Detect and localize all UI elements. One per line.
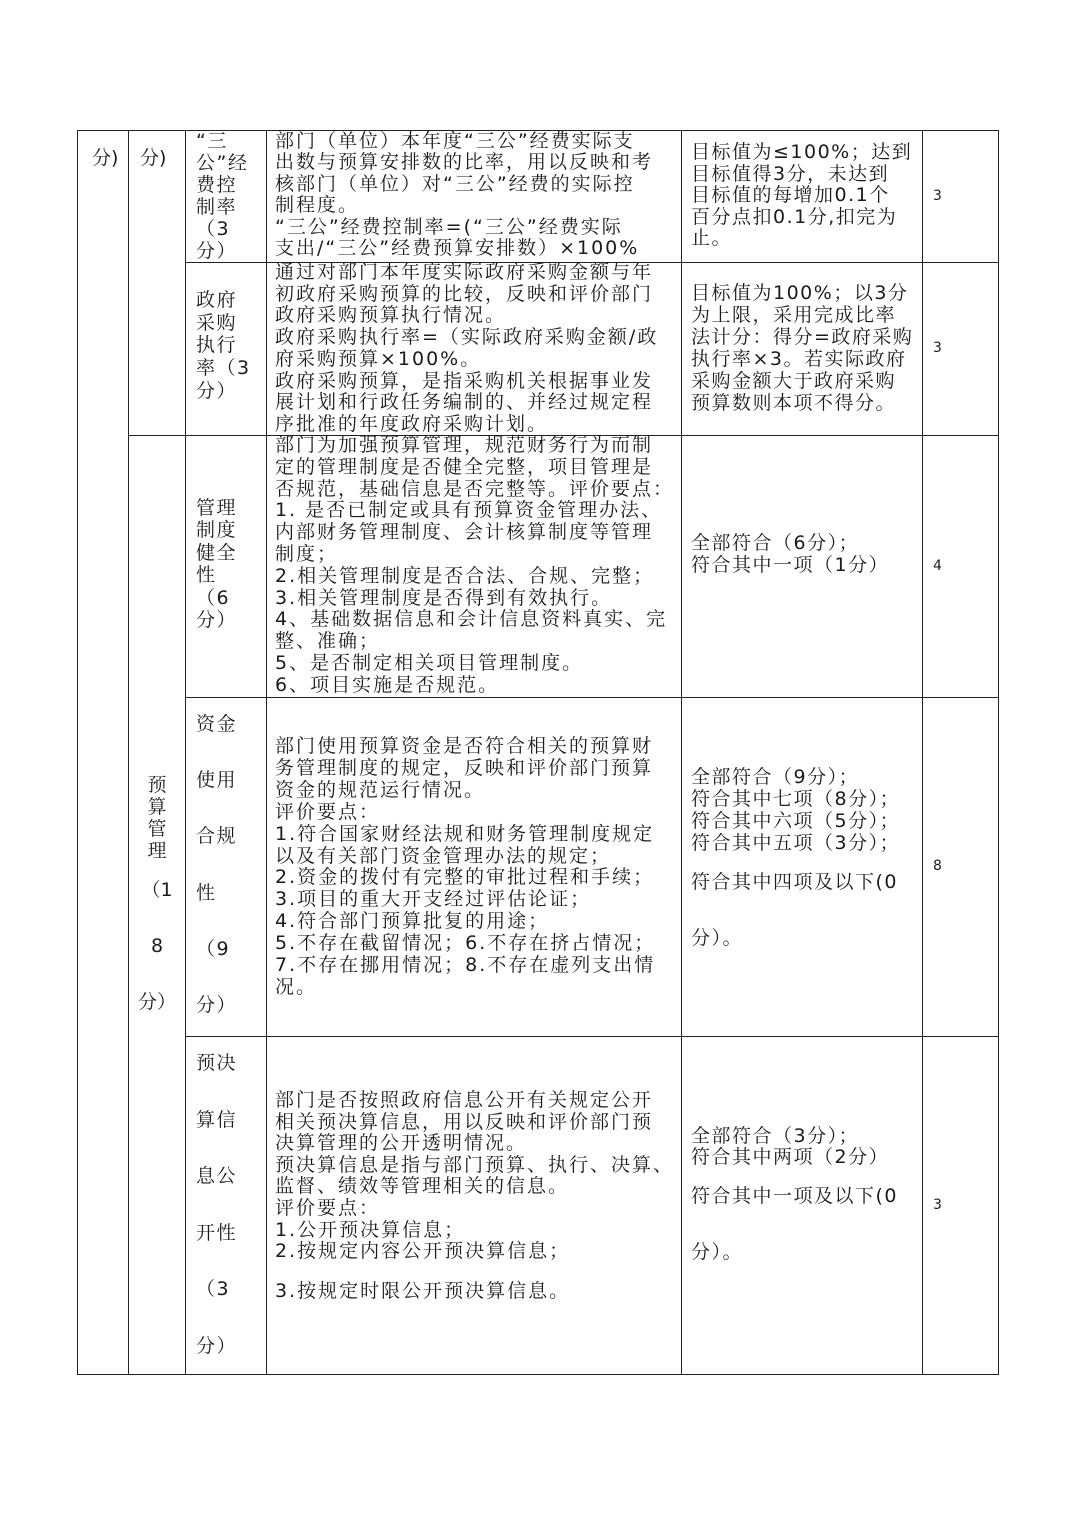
description-line: 资金的规范运行情况。 bbox=[275, 778, 486, 801]
criteria-cell bbox=[681, 435, 922, 697]
indicator-cell bbox=[185, 697, 266, 1036]
description-line: 6、项目实施是否规范。 bbox=[275, 673, 500, 696]
indicator-name-line: （3 bbox=[196, 218, 231, 240]
description-line: 部门是否按照政府信息公开有关规定公开 bbox=[275, 1089, 654, 1111]
description-cell bbox=[266, 435, 681, 697]
description-line: 3.项目的重大开支经过评估论证； bbox=[275, 888, 592, 911]
description-line: 3.相关管理制度是否得到有效执行。 bbox=[275, 586, 613, 609]
description-line: 展计划和行政任务编制的、并经过规定程 bbox=[275, 391, 654, 414]
description-cell bbox=[266, 262, 681, 435]
score-cell bbox=[922, 262, 998, 435]
criteria-line: 符合其中一项（1分） bbox=[691, 553, 890, 576]
criteria-line: 全部符合（6分）； bbox=[691, 532, 860, 554]
description-line: 务管理制度的规定，反映和评价部门预算 bbox=[275, 756, 654, 779]
indicator-name bbox=[196, 289, 251, 403]
description-line: 预决算信息是指与部门预算、执行、决算、 bbox=[275, 1153, 675, 1176]
criteria-line: 符合其中一项及以下(0 bbox=[691, 1185, 899, 1208]
scoring-criteria bbox=[691, 142, 912, 250]
indicator-name bbox=[196, 130, 248, 262]
indicator-name-line: “三 bbox=[196, 130, 228, 152]
indicator-name-line: 分） bbox=[196, 240, 238, 262]
indicator-name-line: 执行 bbox=[196, 334, 238, 357]
criteria-line: 法计分：得分=政府采购 bbox=[691, 326, 914, 348]
criteria-line: 目标值为100%；以3分 bbox=[691, 282, 909, 304]
score-cell bbox=[922, 130, 998, 262]
description-line: 以及有关部门资金管理办法的规定； bbox=[275, 844, 612, 867]
description-line: 2.按规定内容公开预决算信息； bbox=[275, 1240, 571, 1263]
criteria-line: 止。 bbox=[691, 227, 733, 249]
indicator-description bbox=[275, 736, 655, 999]
description-line: 5.不存在截留情况；6.不存在挤占情况； bbox=[275, 932, 656, 955]
description-line: 评价要点： bbox=[275, 1196, 381, 1219]
indicator-name bbox=[196, 497, 237, 631]
criteria-line: 符合其中两项（2分） bbox=[691, 1146, 890, 1169]
description-line: “三公”经费控制率=(“三公”经费实际 bbox=[275, 215, 623, 238]
description-line: 评价要点： bbox=[275, 800, 381, 823]
level1-indicator-continuation: 分) bbox=[92, 147, 119, 169]
description-line: 相关预决算信息，用以反映和评价部门预 bbox=[275, 1110, 654, 1133]
description-line: 决算管理的公开透明情况。 bbox=[275, 1132, 528, 1155]
score-cell bbox=[922, 435, 998, 697]
criteria-line: 执行率×3。若实际政府 bbox=[691, 348, 907, 370]
criteria-line: 符合其中六项（5分）； bbox=[691, 810, 901, 832]
level2-indicator-label-line: （1 bbox=[141, 879, 173, 901]
description-line: 部门使用预算资金是否符合相关的预算财 bbox=[275, 735, 654, 757]
indicator-cell bbox=[185, 435, 266, 697]
score-value: 3 bbox=[933, 340, 942, 356]
level2-indicator-label bbox=[129, 774, 185, 1030]
description-line: 政府采购执行率=（实际政府采购金额/政 bbox=[275, 326, 659, 349]
indicator-name-line: 合规 bbox=[196, 825, 238, 848]
description-line: 支出/“三公”经费预算安排数）×100% bbox=[275, 237, 640, 260]
criteria-line: 目标值的每增加0.1个 bbox=[691, 184, 890, 206]
indicator-name-line: 采购 bbox=[196, 311, 238, 334]
criteria-line: 目标值得3分，未达到 bbox=[691, 162, 890, 185]
level2-indicator-label-line: 理 bbox=[147, 840, 167, 862]
level2-indicator-label-line: 算 bbox=[147, 796, 167, 818]
level2-indicator-label-line: 管 bbox=[147, 818, 167, 840]
indicator-description bbox=[275, 262, 658, 436]
criteria-line: 符合其中七项（8分）； bbox=[691, 788, 901, 810]
indicator-name-line: 资金 bbox=[196, 713, 238, 735]
description-line: 政府采购预算执行情况。 bbox=[275, 304, 507, 327]
score-cell bbox=[922, 1036, 998, 1374]
description-line: 内部财务管理制度、会计核算制度等管理 bbox=[275, 521, 654, 544]
criteria-line: 百分点扣0.1分,扣完为 bbox=[691, 205, 898, 228]
scoring-criteria bbox=[691, 533, 889, 576]
indicator-description bbox=[275, 131, 653, 259]
criteria-cell bbox=[681, 697, 922, 1036]
level2-indicator-label-line: 分） bbox=[137, 991, 176, 1013]
level1-indicator-cell bbox=[77, 130, 128, 1374]
description-line: 定的管理制度是否健全完整，项目管理是 bbox=[275, 455, 654, 478]
description-line: 7.不存在挪用情况；8.不存在虚列支出情 bbox=[275, 954, 656, 977]
indicator-name-line: 分） bbox=[196, 379, 238, 402]
description-line: 核部门（单位）对“三公”经费的实际控 bbox=[275, 172, 635, 195]
indicator-name-line: 预决 bbox=[196, 1052, 238, 1074]
score-value: 3 bbox=[933, 188, 942, 204]
level2-indicator-cell-continued bbox=[128, 130, 185, 435]
indicator-description bbox=[275, 1090, 674, 1319]
criteria-cell bbox=[681, 130, 922, 262]
indicator-name-line: 性 bbox=[196, 881, 217, 904]
level2-indicator-label-line: 8 bbox=[150, 935, 164, 957]
description-line: 府采购预算×100%。 bbox=[275, 347, 482, 370]
indicator-name-line: 算信 bbox=[196, 1108, 238, 1131]
description-line: 4、基础数据信息和会计信息资料真实、完 bbox=[275, 608, 668, 631]
indicator-name-line: 性 bbox=[196, 564, 217, 587]
indicator-name-line: 分） bbox=[196, 994, 238, 1017]
indicator-name-line: 分） bbox=[196, 1334, 238, 1357]
indicator-cell bbox=[185, 130, 266, 262]
description-line: 部门（单位）本年度“三公”经费实际支 bbox=[275, 130, 635, 152]
description-line: 部门为加强预算管理，规范财务行为而制 bbox=[275, 434, 654, 456]
indicator-cell bbox=[185, 262, 266, 435]
criteria-line: 分）。 bbox=[691, 927, 744, 949]
level2-indicator-label-line: 预 bbox=[147, 774, 167, 796]
criteria-line: 目标值为≤100%；达到 bbox=[691, 141, 913, 163]
criteria-line: 符合其中四项及以下(0 bbox=[691, 871, 899, 893]
description-line: 2.资金的拨付有完整的审批过程和手续； bbox=[275, 866, 655, 889]
scoring-criteria bbox=[691, 766, 900, 966]
indicator-cell bbox=[185, 1036, 266, 1374]
description-line: 整、准确； bbox=[275, 630, 381, 653]
criteria-line: 采购金额大于政府采购 bbox=[691, 370, 897, 392]
criteria-cell bbox=[681, 262, 922, 435]
indicator-name-line: 管理 bbox=[196, 497, 238, 519]
description-line: 况。 bbox=[275, 975, 318, 998]
indicator-name-line: 率（3 bbox=[196, 357, 251, 380]
description-line: 5、是否制定相关项目管理制度。 bbox=[275, 651, 584, 674]
score-cell bbox=[922, 697, 998, 1036]
description-line: 监督、绩效等管理相关的信息。 bbox=[275, 1175, 570, 1198]
description-line: 4.符合部门预算批复的用途； bbox=[275, 910, 550, 933]
level2-indicator-continuation: 分) bbox=[140, 147, 167, 169]
criteria-cell bbox=[681, 1036, 922, 1374]
description-line: 1.公开预决算信息； bbox=[275, 1218, 466, 1241]
indicator-name-line: 费控 bbox=[196, 174, 238, 196]
description-line: 1.符合国家财经法规和财务管理制度规定 bbox=[275, 822, 655, 845]
scoring-criteria bbox=[691, 1126, 898, 1280]
description-line: 制度； bbox=[275, 542, 339, 565]
criteria-line: 为上限，采用完成比率 bbox=[691, 304, 897, 326]
description-cell bbox=[266, 1036, 681, 1374]
criteria-line: 符合其中五项（3分）； bbox=[691, 832, 901, 854]
indicator-name-line: 制率 bbox=[196, 196, 238, 218]
description-cell bbox=[266, 697, 681, 1036]
criteria-line: 分）。 bbox=[691, 1241, 744, 1264]
indicator-name bbox=[196, 696, 237, 1033]
indicator-name-line: 分） bbox=[196, 609, 238, 632]
description-line: 1. 是否已制定或具有预算资金管理办法、 bbox=[275, 499, 663, 522]
description-line: 否规范，基础信息是否完整等。评价要点： bbox=[275, 477, 675, 500]
indicator-name-line: （3 bbox=[196, 1278, 231, 1300]
description-cell bbox=[266, 130, 681, 262]
score-value: 4 bbox=[933, 558, 942, 574]
indicator-name-line: 使用 bbox=[196, 769, 238, 792]
indicator-name-line: 健全 bbox=[196, 541, 238, 564]
score-value: 3 bbox=[933, 1197, 942, 1213]
criteria-line: 全部符合（3分）； bbox=[691, 1125, 860, 1147]
description-line: 3.按规定时限公开预决算信息。 bbox=[275, 1279, 571, 1302]
level2-indicator-cell-budget-management bbox=[128, 435, 185, 1374]
indicator-name-line: （9 bbox=[196, 937, 231, 960]
indicator-name-line: （6 bbox=[196, 586, 231, 609]
indicator-description bbox=[275, 435, 674, 697]
description-line: 序批准的年度政府采购计划。 bbox=[275, 412, 549, 435]
indicator-name-line: 制度 bbox=[196, 519, 238, 542]
indicator-name-line: 公”经 bbox=[196, 152, 249, 174]
description-line: 制程度。 bbox=[275, 194, 360, 217]
description-line: 政府采购预算，是指采购机关根据事业发 bbox=[275, 369, 654, 392]
criteria-line: 全部符合（9分）； bbox=[691, 766, 860, 788]
indicator-name-line: 息公 bbox=[196, 1165, 238, 1187]
description-line: 初政府采购预算的比较，反映和评价部门 bbox=[275, 282, 654, 305]
score-value: 8 bbox=[933, 858, 942, 874]
description-line: 通过对部门本年度实际政府采购金额与年 bbox=[275, 261, 654, 283]
indicator-name bbox=[196, 1035, 237, 1374]
evaluation-table bbox=[77, 130, 999, 1375]
scoring-criteria bbox=[691, 282, 913, 414]
indicator-name-line: 开性 bbox=[196, 1221, 238, 1244]
description-line: 2.相关管理制度是否合法、合规、完整； bbox=[275, 564, 655, 587]
indicator-name-line: 政府 bbox=[196, 289, 238, 311]
description-line: 出数与预算安排数的比率，用以反映和考 bbox=[275, 151, 654, 174]
criteria-line: 预算数则本项不得分。 bbox=[691, 392, 897, 414]
